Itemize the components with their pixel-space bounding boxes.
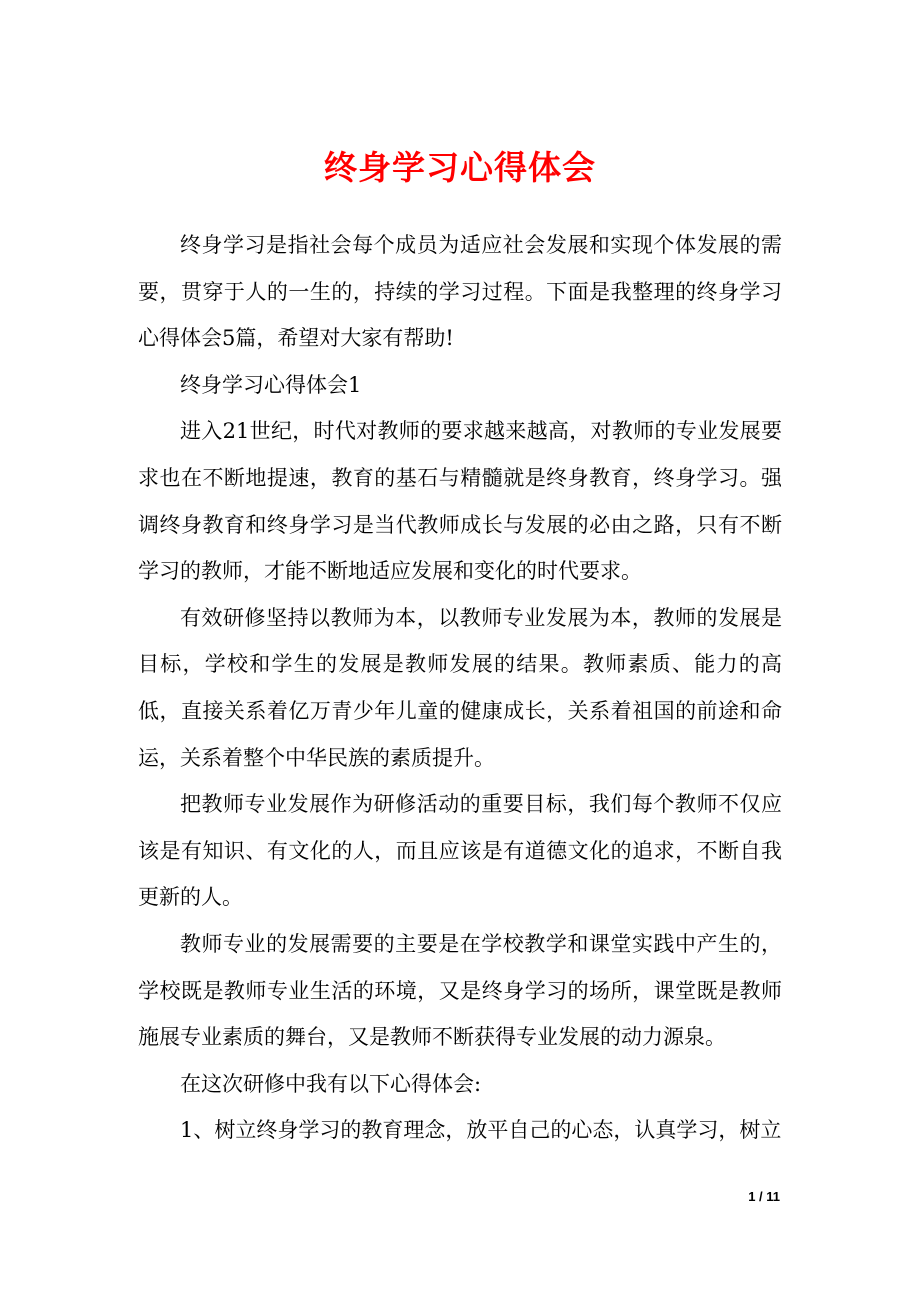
page-title: 终身学习心得体会 [324, 148, 596, 187]
body-paragraph: 有效研修坚持以教师为本，以教师专业发展为本，教师的发展是目标，学校和学生的发展是教师发展的结果。教师素质、能力的高低，直接关系着亿万青少年儿童的健康成长，关系着祖国的前途和命运，关系着整个中华民族的素质提升。 [138, 605, 782, 770]
body-paragraph: 教师专业的发展需要的主要是在学校教学和课堂实践中产生的，学校既是教师专业生活的环境，又是终身学习的场所，课堂既是教师施展专业素质的舞台，又是教师不断获得专业发展的动力源泉。 [138, 931, 782, 1050]
body-paragraph: 把教师专业发展作为研修活动的重要目标，我们每个教师不仅应该是有知识、有文化的人，而且应该是有道德文化的追求，不断自我更新的人。 [138, 792, 782, 910]
page-number: 1 / 11 [748, 1189, 780, 1204]
document-body [138, 222, 782, 1154]
body-paragraph: 在这次研修中我有以下心得体会: [180, 1071, 482, 1096]
body-paragraph: 进入21世纪，时代对教师的要求越来越高，对教师的专业发展要求也在不断地提速，教育的基石与精髓就是终身教育，终身学习。强调终身教育和终身学习是当代教师成长与发展的必由之路，只有不断学习的教师，才能不断地适应发展和变化的时代要求。 [138, 419, 782, 584]
section-heading: 终身学习心得体会1 [180, 372, 362, 397]
intro-paragraph: 终身学习是指社会每个成员为适应社会发展和实现个体发展的需要，贯穿于人的一生的，持续的学习过程。下面是我整理的终身学习心得体会5篇，希望对大家有帮助! [138, 233, 782, 351]
body-paragraph: 1、树立终身学习的教育理念，放平自己的心态，认真学习，树立 [180, 1118, 782, 1143]
